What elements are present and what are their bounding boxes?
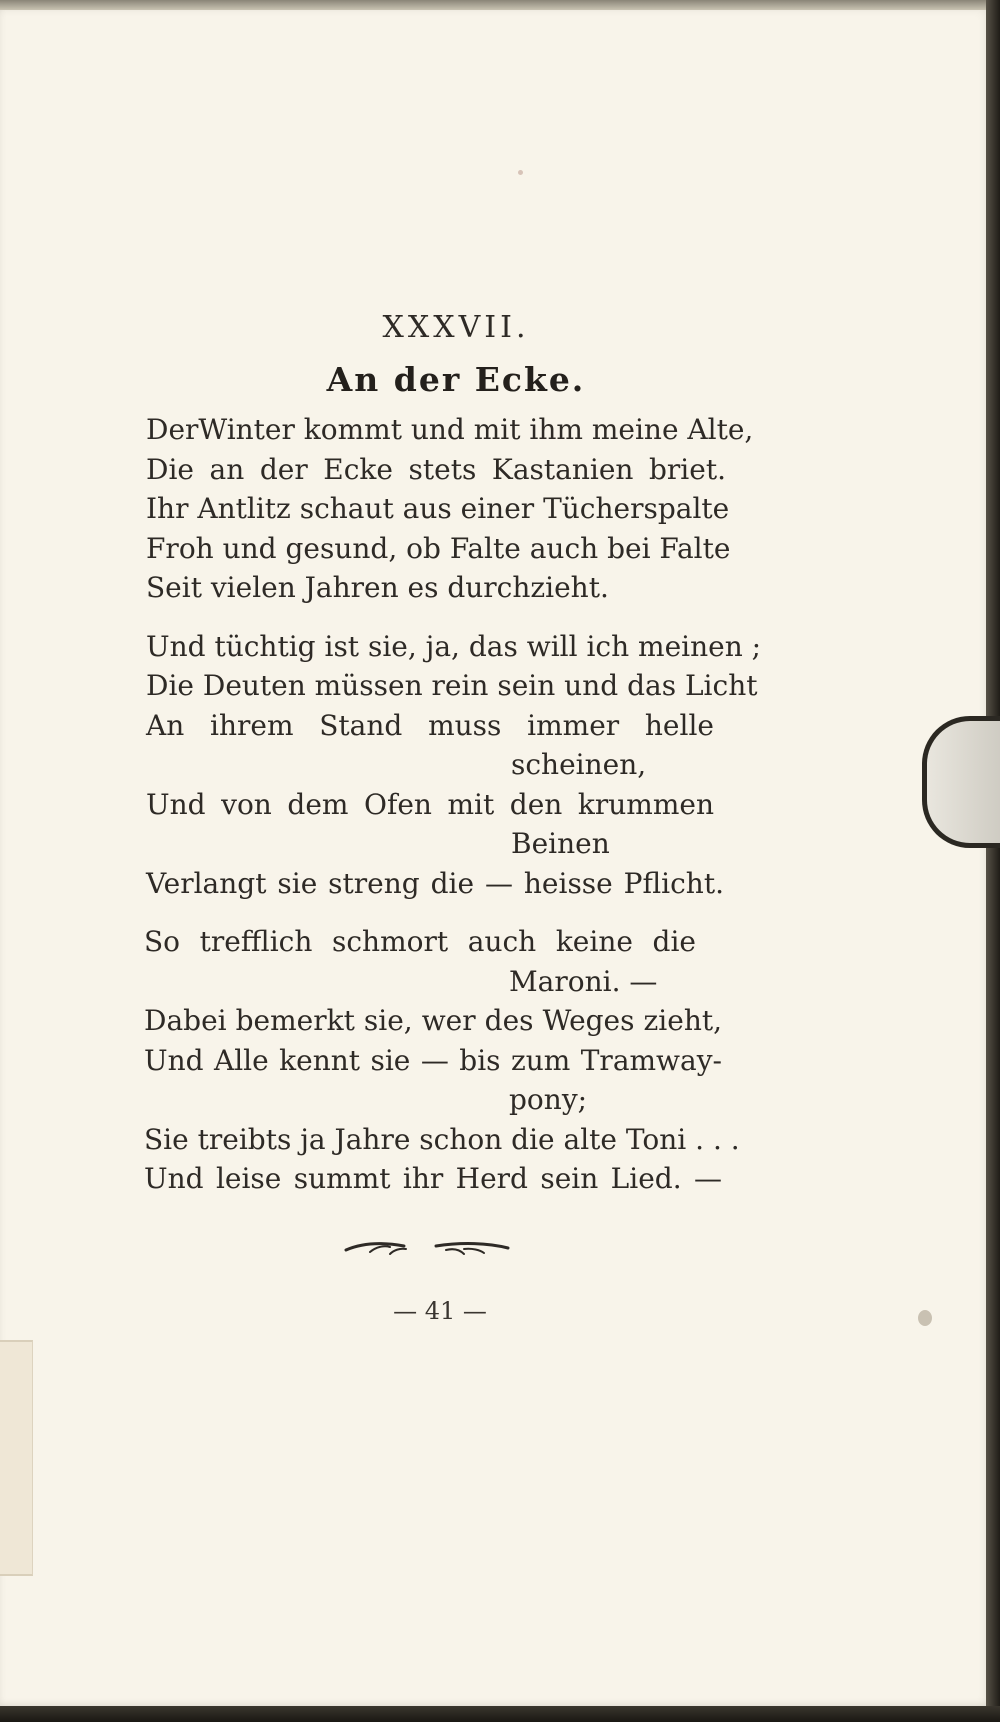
poem-title: An der Ecke. — [326, 360, 586, 399]
thumb-index-tab — [922, 716, 1000, 848]
verse-line: Froh und gesund, ob Falte auch bei Falte — [146, 531, 731, 565]
paper-tab-remnant — [0, 1340, 33, 1576]
verse-line: Seit vielen Jahren es durchzieht. — [146, 571, 609, 604]
verse-line-continuation: Beinen — [511, 827, 610, 860]
verse-line: An ihrem Stand muss immer helle — [146, 708, 714, 742]
stanza-2 — [146, 627, 762, 904]
verse-line: Sie treibts ja Jahre schon die alte Toni . . . — [144, 1122, 740, 1156]
ornament-divider — [342, 1238, 512, 1258]
paper-stain — [918, 1310, 932, 1326]
verse-line: Und von dem Ofen mit den krummen — [146, 787, 714, 821]
book-bottom-edge — [0, 1706, 1000, 1722]
poem-number: XXXVII. — [382, 310, 530, 345]
verse-line: DerWinter kommt und mit ihm meine Alte, — [146, 413, 754, 446]
verse-line-continuation: scheinen, — [511, 748, 647, 781]
book-right-edge — [986, 0, 1000, 1722]
verse-line: Die Deuten müssen rein sein und das Licht — [146, 669, 758, 702]
verse-line: Ihr Antlitz schaut aus einer Tücherspalte — [146, 492, 730, 525]
page-top-edge — [0, 0, 1000, 10]
page-number: — 41 — — [393, 1297, 487, 1325]
stanza-3 — [144, 922, 740, 1199]
verse-line: So trefflich schmort auch keine die — [144, 925, 696, 958]
stanza-1 — [146, 410, 754, 608]
verse-line: Dabei bemerkt sie, wer des Weges zieht, — [144, 1004, 722, 1037]
verse-line: Und tüchtig ist sie, ja, das will ich meinen ; — [146, 629, 762, 663]
verse-line: Und leise summt ihr Herd sein Lied. — — [144, 1162, 722, 1195]
verse-line-continuation: Maroni. — — [509, 964, 658, 998]
poem-body — [144, 410, 762, 1218]
verse-line-continuation: pony; — [509, 1083, 588, 1116]
paper-speck — [518, 170, 523, 175]
verse-line: Und Alle kennt sie — bis zum Tramway- — [144, 1043, 722, 1077]
verse-line: Die an der Ecke stets Kastanien briet. — [146, 452, 726, 486]
verse-line: Verlangt sie streng die — heisse Pflicht. — [146, 866, 724, 900]
